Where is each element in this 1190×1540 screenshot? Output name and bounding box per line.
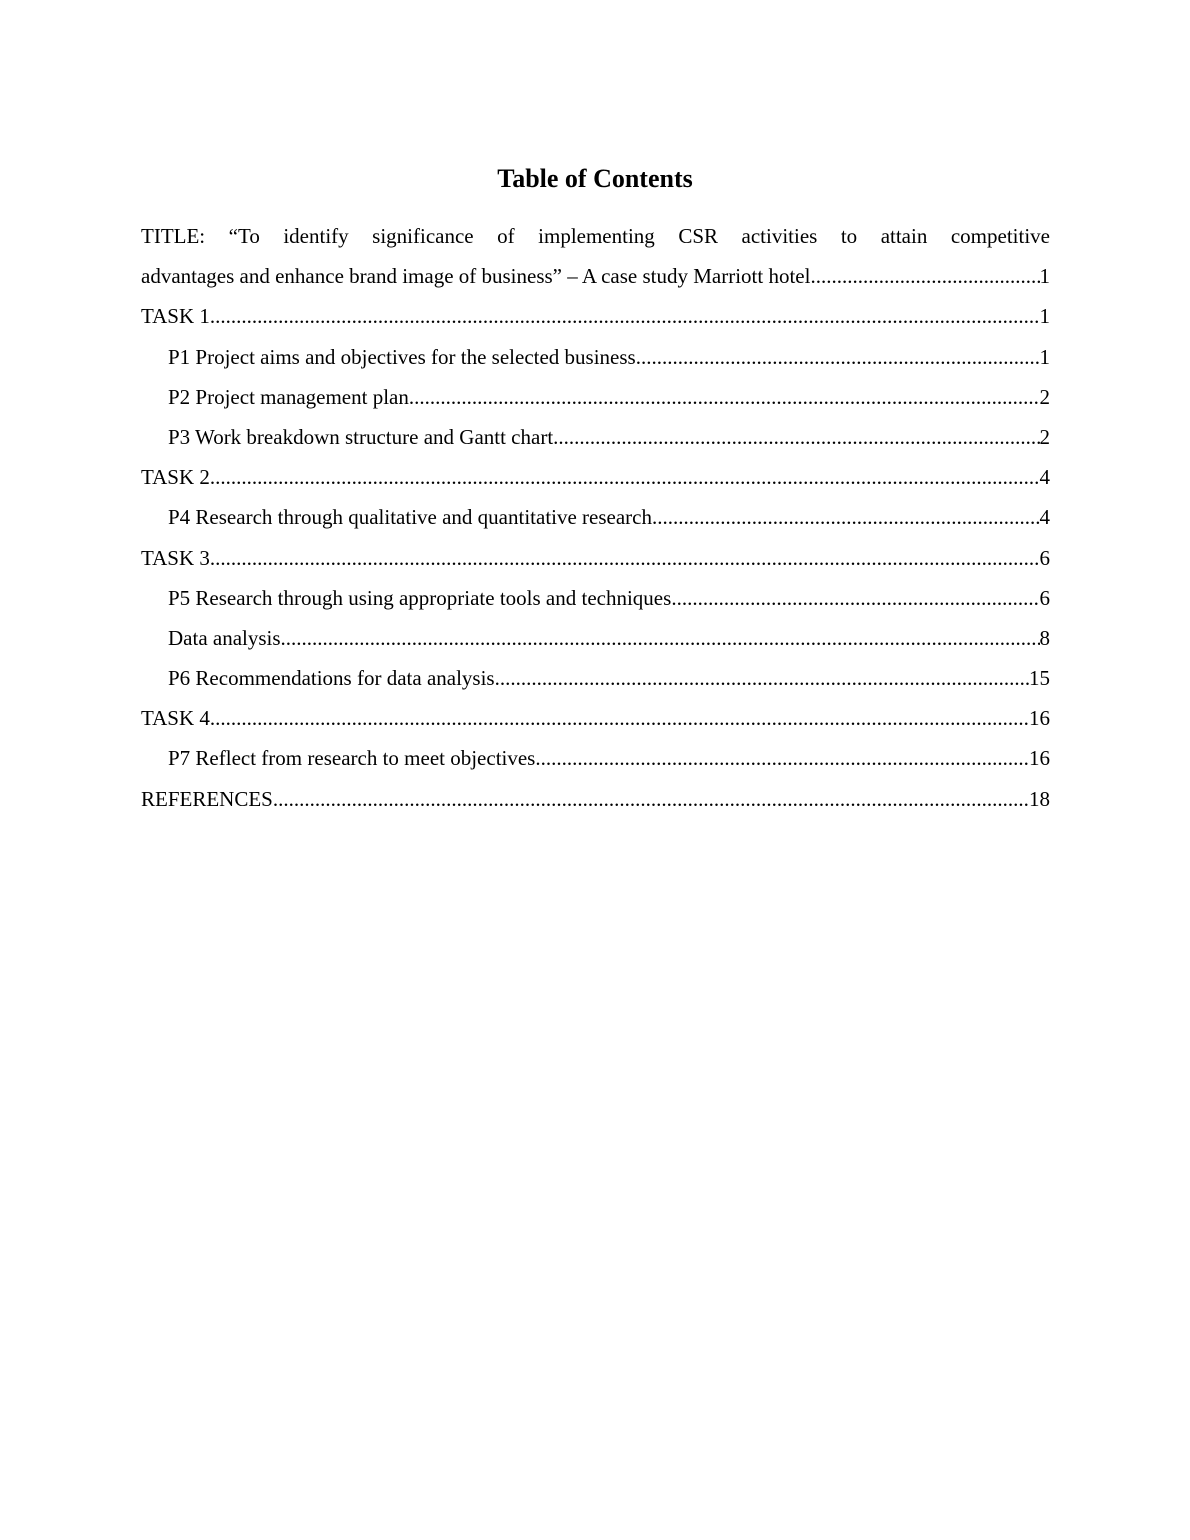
dot-leader — [652, 497, 1040, 537]
toc-entry-title[interactable] — [141, 216, 1050, 296]
dot-leader — [810, 256, 1039, 296]
toc-entry-p7[interactable] — [141, 738, 1050, 778]
toc-entry-label: P5 Research through using appropriate tools and techniques — [168, 585, 672, 610]
toc-entry-label: TASK 4 — [141, 706, 210, 731]
toc-entry-label: P2 Project management plan — [168, 384, 409, 409]
toc-page-number: 18 — [1029, 786, 1050, 811]
dot-leader — [671, 578, 1039, 618]
toc-page-number: 2 — [1039, 384, 1050, 409]
dot-leader — [636, 337, 1040, 377]
dot-leader — [535, 738, 1029, 778]
toc-entry-label: P1 Project aims and objectives for the selected business — [168, 344, 636, 369]
toc-page-number: 1 — [1039, 304, 1050, 329]
dot-leader — [495, 658, 1029, 698]
toc-entry-p1[interactable] — [141, 337, 1050, 377]
toc-entry-p6[interactable] — [141, 658, 1050, 698]
toc-entry-task-2[interactable] — [141, 457, 1050, 497]
dot-leader — [553, 417, 1039, 457]
toc-page-number: 2 — [1039, 424, 1050, 449]
dot-leader — [210, 538, 1040, 578]
toc-page-number: 4 — [1039, 465, 1050, 490]
toc-title-line-2 — [141, 256, 1050, 296]
dot-leader — [210, 296, 1040, 336]
toc-entry-label: P6 Recommendations for data analysis — [168, 666, 495, 691]
toc-heading: Table of Contents — [497, 164, 693, 193]
toc-page-number: 15 — [1029, 666, 1050, 691]
dot-leader — [210, 457, 1040, 497]
toc-entry-task-1[interactable] — [141, 296, 1050, 336]
toc-page-number: 4 — [1039, 505, 1050, 530]
toc-entry-label: advantages and enhance brand image of business” – A case study Marriott hotel — [141, 264, 811, 289]
dot-leader — [409, 377, 1040, 417]
toc-entry-label: P7 Reflect from research to meet objectives — [168, 746, 536, 771]
toc-entry-label: TASK 1 — [141, 304, 210, 329]
toc-entry-p4[interactable] — [141, 497, 1050, 537]
toc-entry-task-3[interactable] — [141, 538, 1050, 578]
toc-entry-p5[interactable] — [141, 578, 1050, 618]
toc-page-number: 16 — [1029, 746, 1050, 771]
toc-list — [141, 216, 1050, 819]
toc-entry-task-4[interactable] — [141, 698, 1050, 738]
toc-entry-p2[interactable] — [141, 377, 1050, 417]
dot-leader — [273, 779, 1029, 819]
toc-page-number: 6 — [1039, 545, 1050, 570]
toc-entry-references[interactable] — [141, 779, 1050, 819]
toc-entry-label: REFERENCES — [141, 786, 273, 811]
toc-entry-label: TASK 2 — [141, 465, 210, 490]
toc-page-number: 8 — [1039, 625, 1050, 650]
dot-leader — [210, 698, 1029, 738]
toc-entry-label: P4 Research through qualitative and quantitative research — [168, 505, 652, 530]
toc-entry-label: Data analysis — [168, 625, 281, 650]
toc-page-number: 16 — [1029, 706, 1050, 731]
toc-page-number: 1 — [1039, 344, 1050, 369]
toc-entry-label: TASK 3 — [141, 545, 210, 570]
toc-page-number: 1 — [1039, 264, 1050, 289]
toc-entry-label: P3 Work breakdown structure and Gantt chart — [168, 424, 554, 449]
toc-title-line-1: TITLE: “To identify significance of implementing CSR activities to attain competitive — [141, 224, 1050, 248]
toc-entry-p3[interactable] — [141, 417, 1050, 457]
dot-leader — [281, 618, 1040, 658]
toc-entry-data-analysis[interactable] — [141, 618, 1050, 658]
toc-page-number: 6 — [1039, 585, 1050, 610]
